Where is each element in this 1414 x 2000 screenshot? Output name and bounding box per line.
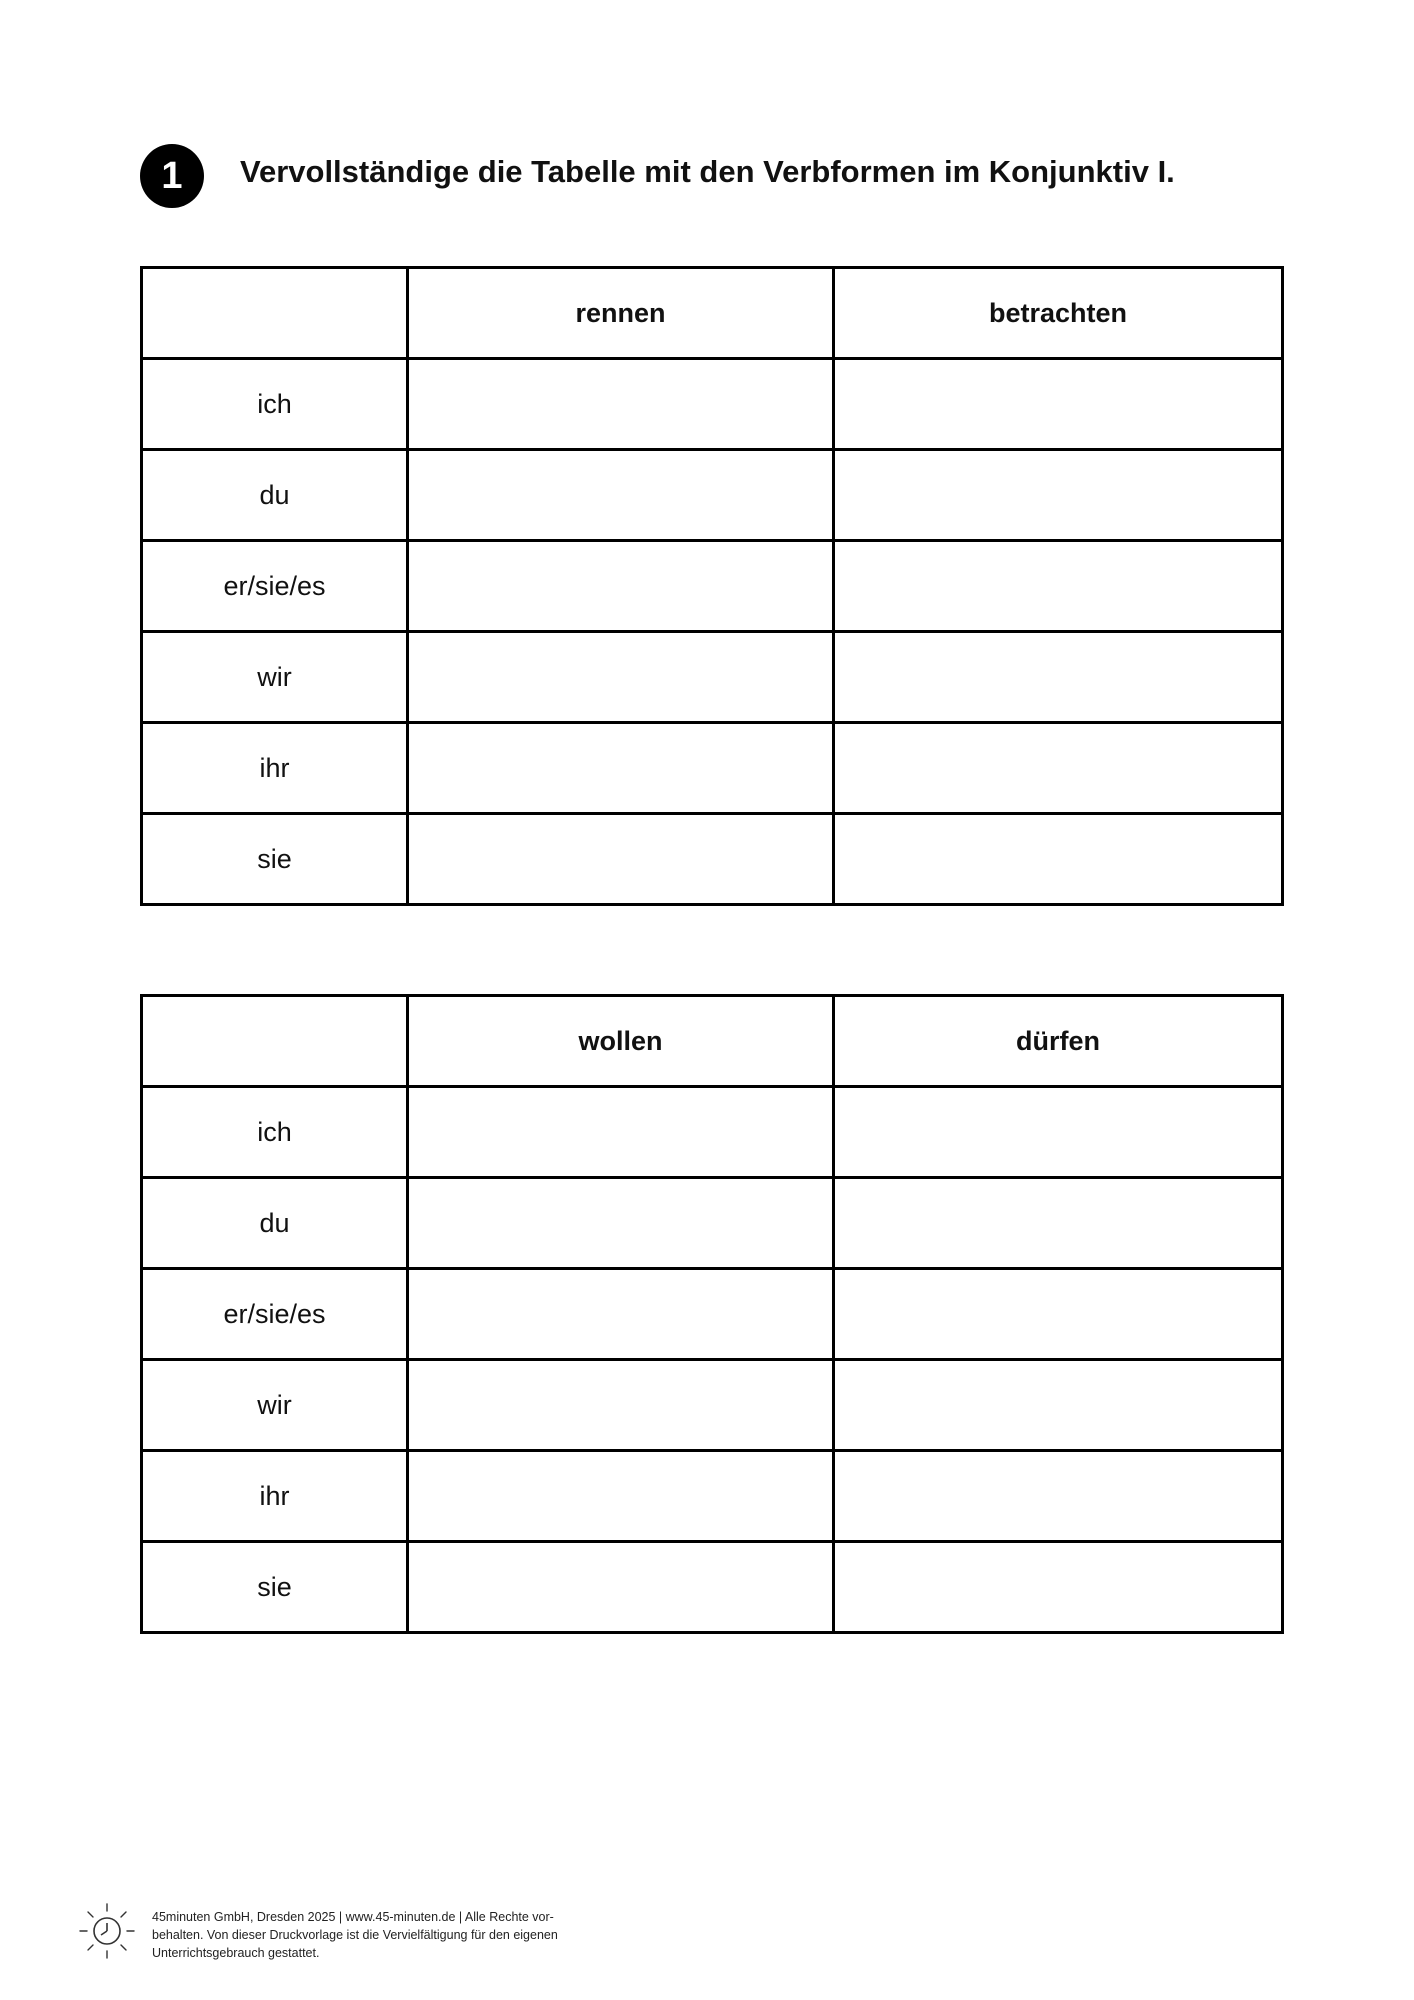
sun-clock-icon — [76, 1900, 138, 1962]
copyright-notice — [152, 1908, 672, 1962]
table-row — [142, 1087, 1283, 1178]
answer-cell[interactable] — [408, 814, 834, 905]
table-header-row — [142, 996, 1283, 1087]
table-row — [142, 1269, 1283, 1360]
table-row — [142, 1178, 1283, 1269]
answer-cell[interactable] — [834, 1087, 1283, 1178]
table-row — [142, 632, 1283, 723]
answer-cell[interactable] — [834, 1542, 1283, 1633]
answer-cell[interactable] — [408, 541, 834, 632]
table-header-cell: betrachten — [834, 268, 1283, 359]
answer-cell[interactable] — [834, 814, 1283, 905]
pronoun-cell: er/sie/es — [142, 1269, 408, 1360]
copyright-line: behalten. Von dieser Druckvorlage ist die Vervielfältigung für den eigenen — [152, 1928, 558, 1942]
pronoun-cell: sie — [142, 1542, 408, 1633]
pronoun-cell: ihr — [142, 723, 408, 814]
answer-cell[interactable] — [408, 359, 834, 450]
pronoun-cell: du — [142, 450, 408, 541]
pronoun-cell: ich — [142, 1087, 408, 1178]
task-header — [140, 144, 1290, 208]
pronoun-cell: wir — [142, 632, 408, 723]
answer-cell[interactable] — [408, 1087, 834, 1178]
pronoun-cell: er/sie/es — [142, 541, 408, 632]
table-row — [142, 450, 1283, 541]
table-row — [142, 814, 1283, 905]
copyright-line: Unterrichtsgebrauch gestattet. — [152, 1946, 320, 1960]
conjugation-table-1 — [140, 266, 1284, 906]
answer-cell[interactable] — [834, 723, 1283, 814]
pronoun-cell: ihr — [142, 1451, 408, 1542]
table-header-cell: rennen — [408, 268, 834, 359]
pronoun-cell: sie — [142, 814, 408, 905]
answer-cell[interactable] — [834, 1269, 1283, 1360]
answer-cell[interactable] — [408, 1451, 834, 1542]
answer-cell[interactable] — [834, 1360, 1283, 1451]
answer-cell[interactable] — [408, 1542, 834, 1633]
table-row — [142, 1451, 1283, 1542]
answer-cell[interactable] — [834, 1178, 1283, 1269]
answer-cell[interactable] — [408, 1360, 834, 1451]
task-title: Vervollständige die Tabelle mit den Verbformen im Konjunktiv I. — [240, 154, 1175, 189]
table-header-row — [142, 268, 1283, 359]
answer-cell[interactable] — [408, 723, 834, 814]
answer-cell[interactable] — [408, 450, 834, 541]
table-row — [142, 541, 1283, 632]
task-number-badge: 1 — [140, 144, 204, 208]
answer-cell[interactable] — [834, 450, 1283, 541]
answer-cell[interactable] — [834, 632, 1283, 723]
pronoun-cell: ich — [142, 359, 408, 450]
pronoun-cell: du — [142, 1178, 408, 1269]
answer-cell[interactable] — [408, 1269, 834, 1360]
answer-cell[interactable] — [408, 632, 834, 723]
answer-cell[interactable] — [408, 1178, 834, 1269]
table-row — [142, 1360, 1283, 1451]
table-header-cell — [142, 268, 408, 359]
conjugation-table-2 — [140, 994, 1284, 1634]
answer-cell[interactable] — [834, 541, 1283, 632]
table-header-cell — [142, 996, 408, 1087]
table-row — [142, 1542, 1283, 1633]
answer-cell[interactable] — [834, 1451, 1283, 1542]
answer-cell[interactable] — [834, 359, 1283, 450]
copyright-line: 45minuten GmbH, Dresden 2025 | www.45-minuten.de | Alle Rechte vor- — [152, 1910, 554, 1924]
table-header-cell: dürfen — [834, 996, 1283, 1087]
pronoun-cell: wir — [142, 1360, 408, 1451]
table-header-cell: wollen — [408, 996, 834, 1087]
table-row — [142, 723, 1283, 814]
footer — [76, 1900, 776, 1970]
table-row — [142, 359, 1283, 450]
